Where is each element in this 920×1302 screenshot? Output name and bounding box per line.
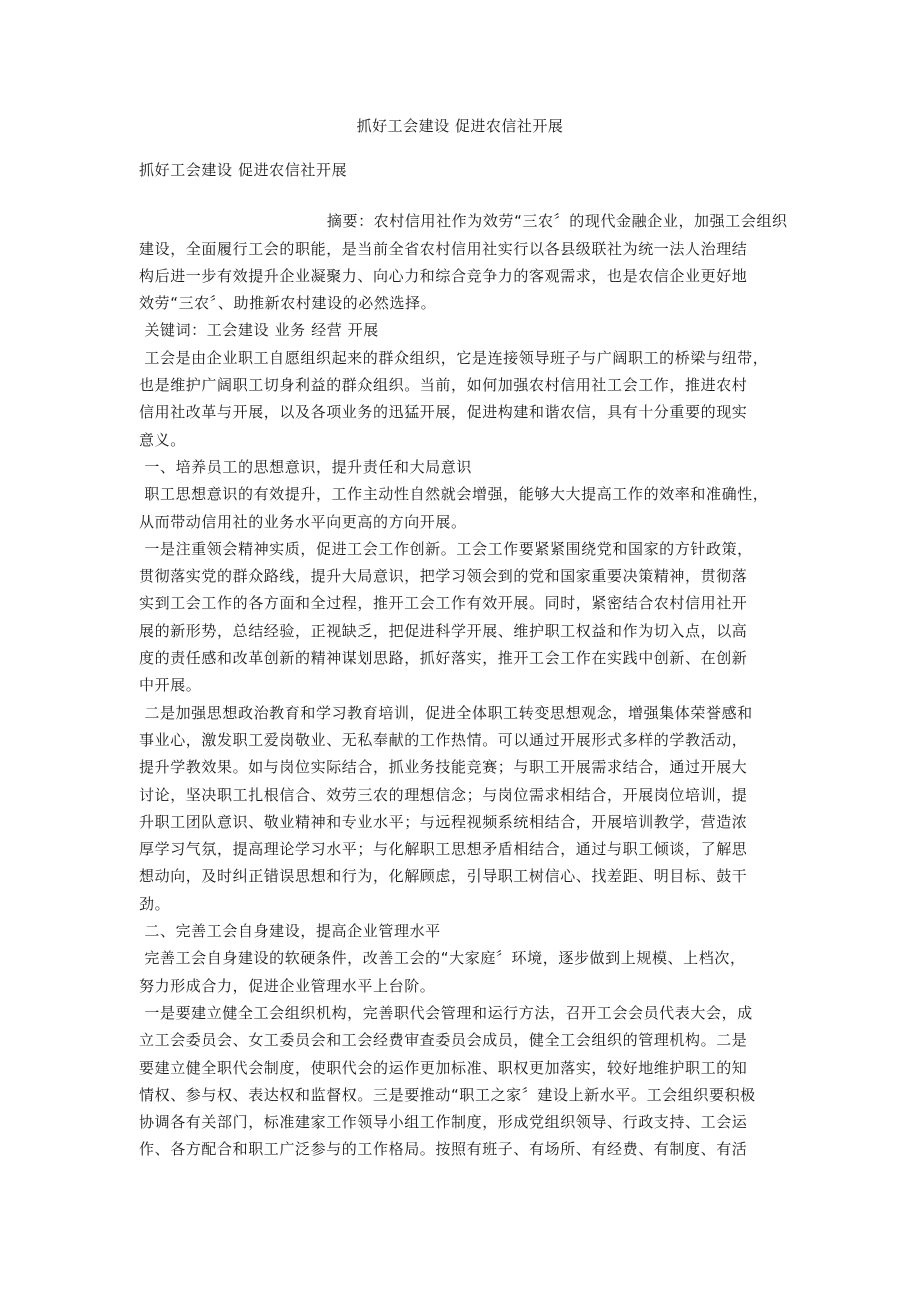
text-line: 升职工团队意识、敬业精神和专业水平；与远程视频系统相结合，开展培训教学，营造浓 xyxy=(139,812,748,831)
document-title: 抓好工会建设 促进农信社开展 xyxy=(356,117,564,135)
text-line: 也是维护广阔职工切身利益的群众组织。当前，如何加强农村信用社工会工作，推进农村 xyxy=(139,376,748,395)
text-line: 展的新形势，总结经验，正视缺乏，把促进科学开展、维护职工权益和作为切入点，以高 xyxy=(139,621,748,640)
text-line: 信用社改革与开展，以及各项业务的迅猛开展，促进构建和谐农信，具有十分重要的现实 xyxy=(139,403,748,422)
text-line: 意义。 xyxy=(139,430,186,449)
text-line: 从而带动信用社的业务水平向更高的方向开展。 xyxy=(139,512,467,531)
blank-line xyxy=(139,184,779,208)
text-line: 要建立健全职代会制度，使职代会的运作更加标准、职权更加落实，较好地维护职工的知 xyxy=(139,1058,748,1077)
text-line: 讨论，坚决职工扎根信合、效劳三农的理想信念；与岗位需求相结合，开展岗位培训，提 xyxy=(139,785,748,804)
text-line: 提升学教效果。如与岗位实际结合，抓业务技能竞赛；与职工开展需求结合，通过开展大 xyxy=(139,758,748,777)
text-line: 中开展。 xyxy=(139,676,202,695)
text-line: 建设，全面履行工会的职能，是当前全省农村信用社实行以各县级联社为统一法人治理结 xyxy=(139,239,748,258)
text-line: 情权、参与权、表达权和监督权。三是要推动“职工之家〞建设上新水平。工会组织要积极 xyxy=(139,1085,756,1104)
text-line: 二是加强思想政治教育和学习教育培训，促进全体职工转变思想观念，增强集体荣誉感和 xyxy=(139,703,753,722)
text-line: 职工思想意识的有效提升，工作主动性自然就会增强，能够大大提高工作的效率和准确性， xyxy=(139,485,769,504)
text-line: 事业心，激发职工爱岗敬业、无私奉献的工作热情。可以通过开展形式多样的学教活动， xyxy=(139,730,748,749)
text-line: 工会是由企业职工自愿组织起来的群众组织，它是连接领导班子与广阔职工的桥梁与纽带， xyxy=(139,348,769,367)
text-line: 努力形成合力，促进企业管理水平上台阶。 xyxy=(139,976,436,995)
text-line: 劲。 xyxy=(139,894,171,913)
text-line: 作、各方配合和职工广泛参与的工作格局。按照有班子、有场所、有经费、有制度、有活 xyxy=(139,1140,748,1159)
text-line: 摘要：农村信用社作为效劳“三农〞的现代金融企业，加强工会组织 xyxy=(139,212,788,231)
document-body xyxy=(139,157,788,1164)
text-line: 效劳“三农〞、助推新农村建设的必然选择。 xyxy=(139,294,437,313)
text-line: 贯彻落实党的群众路线，提升大局意识，把学习领会到的党和国家重要决策精神，贯彻落 xyxy=(139,567,748,586)
text-line: 抓好工会建设 促进农信社开展 xyxy=(139,161,348,179)
text-line: 厚学习气氛，提高理论学习水平；与化解职工思想矛盾相结合，通过与职工倾谈，了解思 xyxy=(139,840,748,859)
text-line: 完善工会自身建设的软硬条件，改善工会的“大家庭〞环境，逐步做到上规模、上档次， xyxy=(139,949,746,968)
text-line: 关键词：工会建设 业务 经营 开展 xyxy=(139,321,379,340)
text-line: 实到工会工作的各方面和全过程，推开工会工作有效开展。同时，紧密结合农村信用社开 xyxy=(139,594,748,613)
text-line: 一、培养员工的思想意识，提升责任和大局意识 xyxy=(139,457,472,476)
text-line: 协调各有关部门，标准建家工作领导小组工作制度，形成党组织领导、行政支持、工会运 xyxy=(139,1113,748,1132)
text-line: 立工会委员会、女工委员会和工会经费审查委员会成员，健全工会组织的管理机构。二是 xyxy=(139,1031,748,1050)
text-line: 一是要建立健全工会组织机构，完善职代会管理和运行方法，召开工会会员代表大会，成 xyxy=(139,1003,753,1022)
text-line: 想动向，及时纠正错误思想和行为，化解顾虑，引导职工树信心、找差距、明目标、鼓干 xyxy=(139,867,748,886)
text-line: 二、完善工会自身建设，提高企业管理水平 xyxy=(139,922,441,941)
text-line: 一是注重领会精神实质，促进工会工作创新。工会工作要紧紧围绕党和国家的方针政策， xyxy=(139,539,753,558)
text-line: 度的责任感和改革创新的精神谋划思路，抓好落实，推开工会工作在实践中创新、在创新 xyxy=(139,649,748,668)
text-line: 构后进一步有效提升企业凝聚力、向心力和综合竞争力的客观需求，也是农信企业更好地 xyxy=(139,266,748,285)
